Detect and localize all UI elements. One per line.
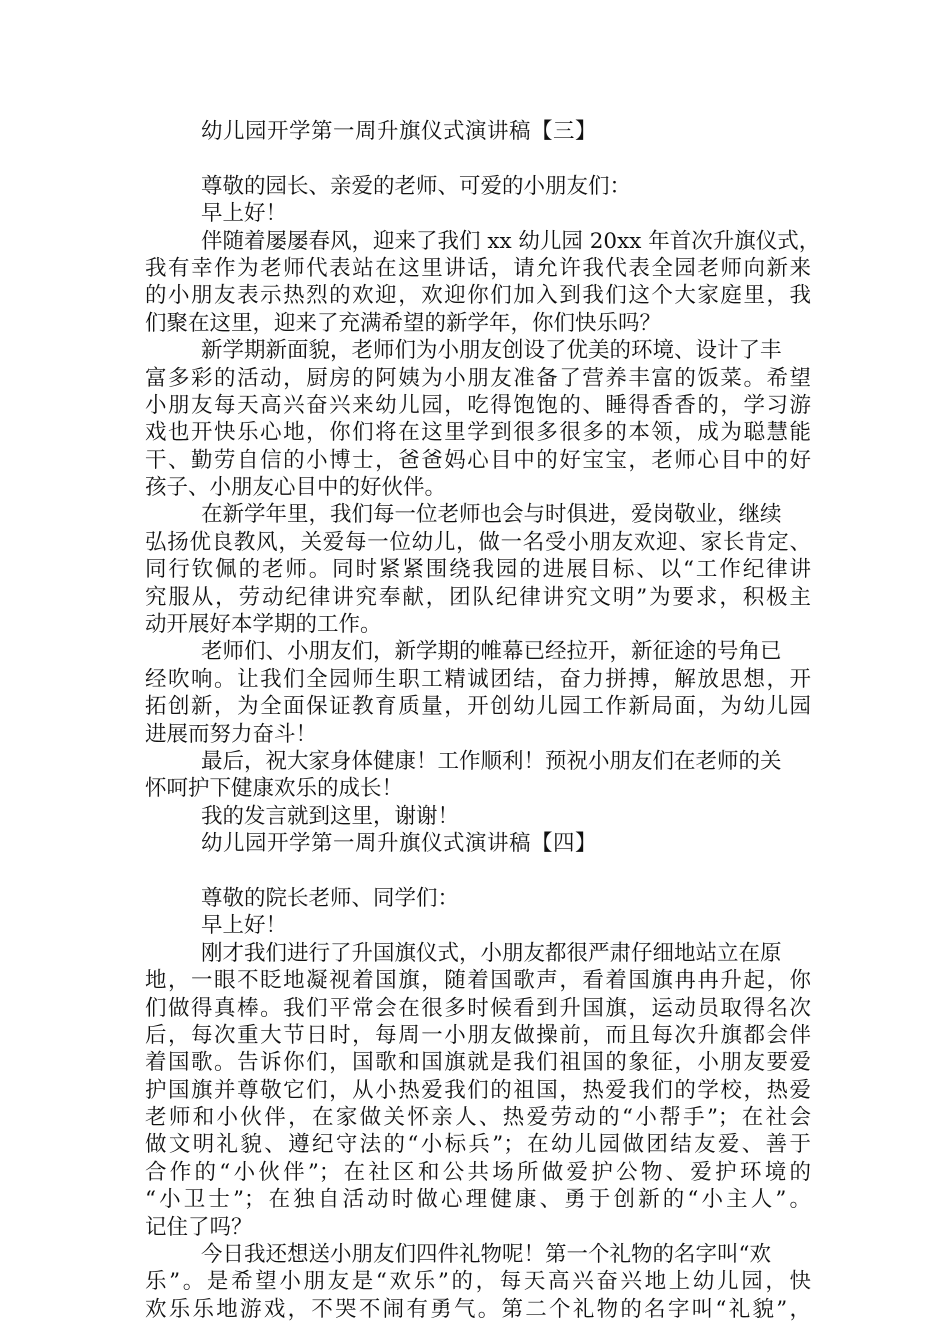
text-line: “小卫士”；在独自活动时做心理健康、勇于创新的“小主人”。 bbox=[145, 1187, 811, 1213]
text-line: 经吹响。让我们全园师生职工精诚团结，奋力拼搏，解放思想，开 bbox=[145, 666, 811, 692]
section-4-paragraph-2 bbox=[145, 1241, 811, 1323]
text-line: 我有幸作为老师代表站在这里讲话，请允许我代表全园老师向新来 bbox=[145, 255, 811, 281]
text-line: 富多彩的活动，厨房的阿姨为小朋友准备了营养丰富的饭菜。希望 bbox=[145, 365, 811, 391]
blank-line bbox=[145, 858, 811, 885]
section-3-closing: 我的发言就到这里，谢谢！ bbox=[201, 803, 460, 829]
blank-line bbox=[145, 145, 811, 172]
section-3-title: 幼儿园开学第一周升旗仪式演讲稿【三】 bbox=[201, 119, 598, 144]
text-line: 动开展好本学期的工作。 bbox=[145, 612, 382, 638]
text-line: 戏也开快乐心地，你们将在这里学到很多很多的本领，成为聪慧能 bbox=[145, 420, 811, 446]
text-line: 拓创新，为全面保证教育质量，开创幼儿园工作新局面，为幼儿园 bbox=[145, 694, 811, 720]
text-line: 进展而努力奋斗！ bbox=[145, 721, 318, 747]
text-line: 小朋友每天高兴奋兴来幼儿园，吃得饱饱的、睡得香香的，学习游 bbox=[145, 392, 811, 418]
text-line: 怀呵护下健康欢乐的成长！ bbox=[145, 776, 404, 802]
text-line: 究服从，劳动纪律讲究奉献，团队纪律讲究文明”为要求，积极主 bbox=[145, 584, 811, 610]
text-line: 着国歌。告诉你们，国歌和国旗就是我们祖国的象征，小朋友要爱 bbox=[145, 1050, 811, 1076]
text-line: 后，每次重大节日时，每周一小朋友做操前，而且每次升旗都会伴 bbox=[145, 1022, 811, 1048]
text-line: 老师和小伙伴，在家做关怀亲人、热爱劳动的“小帮手”；在社会 bbox=[145, 1105, 811, 1131]
section-3-paragraph-1 bbox=[145, 228, 821, 338]
text-line: 孩子、小朋友心目中的好伙伴。 bbox=[145, 475, 447, 501]
text-line: 刚才我们进行了升国旗仪式，小朋友都很严肃仔细地站立在原 bbox=[201, 940, 782, 966]
text-line: 护国旗并尊敬它们，从小热爱我们的祖国，热爱我们的学校，热爱 bbox=[145, 1077, 811, 1103]
section-3-greeting: 尊敬的园长、亲爱的老师、可爱的小朋友们： bbox=[201, 173, 632, 199]
text-line: 同行钦佩的老师。同时紧紧围绕我园的进展目标、以“工作纪律讲 bbox=[145, 557, 811, 583]
text-line: 做文明礼貌、遵纪守法的“小标兵”；在幼儿园做团结友爱、善于 bbox=[145, 1132, 811, 1158]
section-3-paragraph-5 bbox=[145, 748, 811, 803]
text-line: 记住了吗？ bbox=[145, 1214, 253, 1240]
section-3-paragraph-3 bbox=[145, 501, 811, 638]
text-line: 地，一眼不眨地凝视着国旗，随着国歌声，看着国旗冉冉升起，你 bbox=[145, 968, 811, 994]
section-4-title: 幼儿园开学第一周升旗仪式演讲稿【四】 bbox=[201, 831, 598, 857]
section-3-hello: 早上好！ bbox=[201, 201, 288, 227]
text-line: 乐”。是希望小朋友是“欢乐”的，每天高兴奋兴地上幼儿园，快 bbox=[145, 1269, 811, 1295]
text-line: 干、勤劳自信的小博士，爸爸妈心目中的好宝宝，老师心目中的好 bbox=[145, 447, 811, 473]
text-line: 合作的“小伙伴”；在社区和公共场所做爱护公物、爱护环境的 bbox=[145, 1159, 811, 1185]
section-4-hello: 早上好！ bbox=[201, 913, 288, 939]
text-line: 最后，祝大家身体健康！工作顺利！预祝小朋友们在老师的关 bbox=[201, 748, 782, 774]
text-line: 的小朋友表示热烈的欢迎，欢迎你们加入到我们这个大家庭里，我 bbox=[145, 283, 811, 309]
section-3-paragraph-2 bbox=[145, 337, 811, 501]
section-4-greeting: 尊敬的院长老师、同学们： bbox=[201, 885, 460, 911]
text-line: 在新学年里，我们每一位老师也会与时俱进，爱岗敬业，继续 bbox=[201, 502, 782, 528]
document-page bbox=[145, 118, 821, 1323]
text-line: 伴随着屡屡春风，迎来了我们 xx 幼儿园 20xx 年首次升旗仪式， bbox=[201, 228, 821, 254]
text-line: 新学期新面貌，老师们为小朋友创设了优美的环境、设计了丰 bbox=[201, 338, 782, 364]
text-line: 今日我还想送小朋友们四件礼物呢！第一个礼物的名字叫“欢 bbox=[201, 1242, 771, 1268]
section-3-paragraph-4 bbox=[145, 638, 811, 748]
text-line: 老师们、小朋友们，新学期的帷幕已经拉开，新征途的号角已 bbox=[201, 639, 782, 665]
text-line: 弘扬优良教风，关爱每一位幼儿，做一名受小朋友欢迎、家长肯定、 bbox=[145, 529, 811, 555]
section-4-paragraph-1 bbox=[145, 940, 811, 1241]
text-line: 欢乐乐地游戏，不哭不闹有勇气。第二个礼物的名字叫“礼貌”， bbox=[145, 1296, 811, 1322]
text-line: 们做得真棒。我们平常会在很多时候看到升国旗，运动员取得名次 bbox=[145, 995, 811, 1021]
text-line: 们聚在这里，迎来了充满希望的新学年，你们快乐吗？ bbox=[145, 310, 662, 336]
